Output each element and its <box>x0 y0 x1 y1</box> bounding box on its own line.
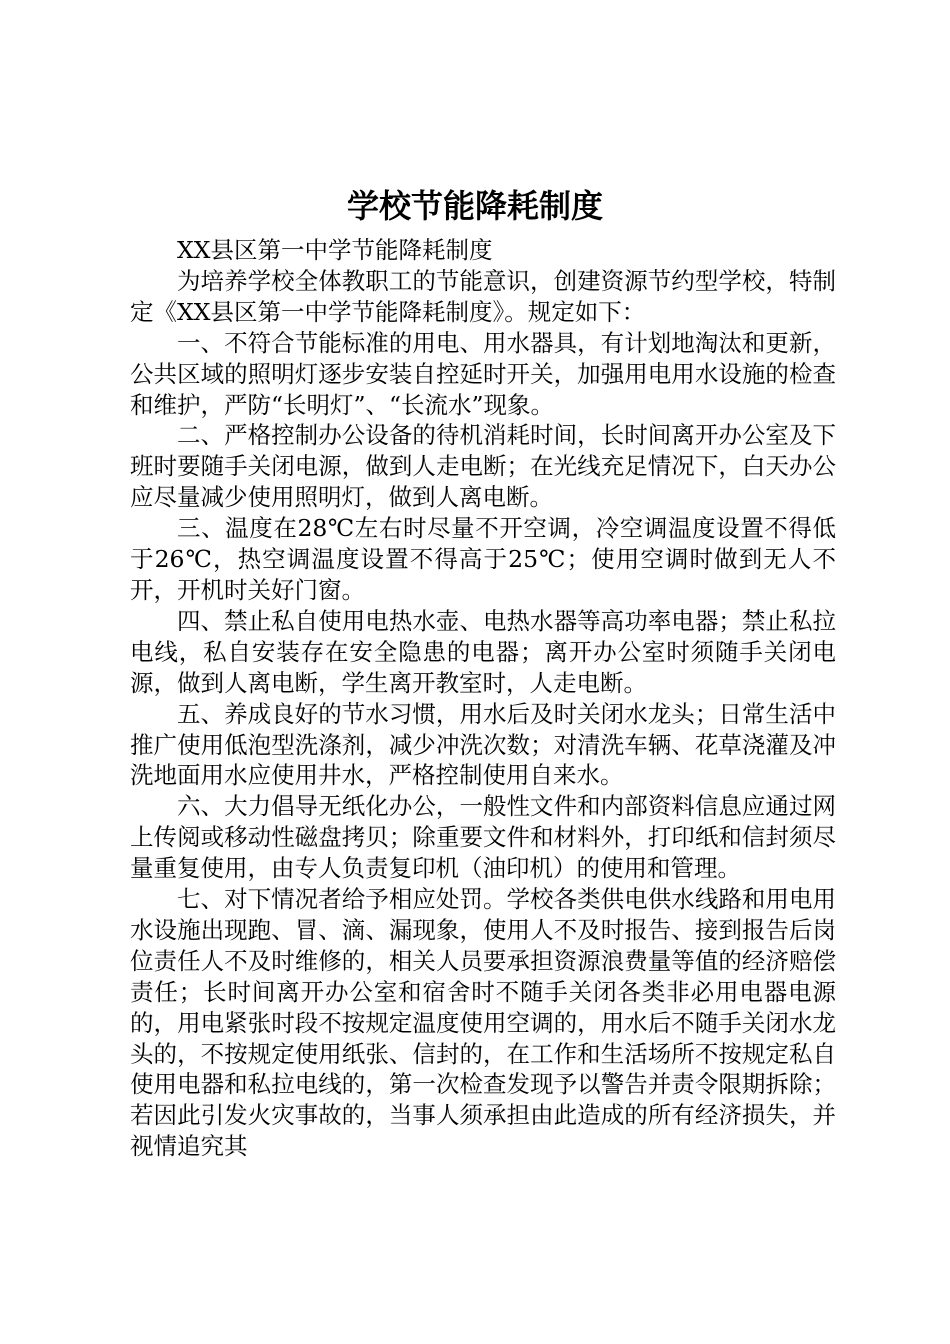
paragraph-rule-5: 五、养成良好的节水习惯，用水后及时关闭水龙头；日常生活中推广使用低泡型洗涤剂，减少冲洗次数；对清洗车辆、花草浇灌及冲洗地面用水应使用井水，严格控制使用自来水。 <box>130 699 836 790</box>
paragraph-subtitle: XX县区第一中学节能降耗制度 <box>177 236 493 264</box>
document-body <box>130 235 836 1162</box>
paragraph-intro: 为培养学校全体教职工的节能意识，创建资源节约型学校，特制定《XX县区第一中学节能降耗制度》。规定如下： <box>130 266 836 326</box>
paragraph-rule-4: 四、禁止私自使用电热水壶、电热水器等高功率电器；禁止私拉电线，私自安装存在安全隐患的电器；离开办公室时须随手关闭电源，做到人离电断，学生离开教室时，人走电断。 <box>130 606 836 697</box>
document-title: 学校节能降耗制度 <box>346 187 603 225</box>
paragraph-rule-3: 三、温度在28℃左右时尽量不开空调，冷空调温度设置不得低于26℃，热空调温度设置不得高于25℃；使用空调时做到无人不开，开机时关好门窗。 <box>130 514 836 604</box>
paragraph-rule-2: 二、严格控制办公设备的待机消耗时间，长时间离开办公室及下班时要随手关闭电源，做到人走电断；在光线充足情况下，白天办公应尽量减少使用照明灯，做到人离电断。 <box>130 421 836 512</box>
paragraph-rule-7: 七、对下情况者给予相应处罚。学校各类供电供水线路和用电用水设施出现跑、冒、滴、漏现象，使用人不及时报告、接到报告后岗位责任人不及时维修的，相关人员要承担资源浪费量等值的经济赔偿责任；长时间离开办公室和宿舍时不随手关闭各类非必用电器电源的，用电紧张时段不按规定温度使用空调的，用水后不随手关闭水龙头的，不按规定使用纸张、信封的，在工作和生活场所不按规定私自使用电器和私拉电线的，第一次检查发现予以警告并责令限期拆除；若因此引发火灾事故的，当事人须承担由此造成的所有经济损失，并视情追究其 <box>130 885 836 1161</box>
paragraph-rule-1: 一、不符合节能标准的用电、用水器具，有计划地淘汰和更新，公共区域的照明灯逐步安装自控延时开关，加强用电用水设施的检查和维护，严防“长明灯”、“长流水”现象。 <box>130 328 836 419</box>
paragraph-rule-6: 六、大力倡导无纸化办公，一般性文件和内部资料信息应通过网上传阅或移动性磁盘拷贝；除重要文件和材料外，打印纸和信封须尽量重复使用，由专人负责复印机（油印机）的使用和管理。 <box>130 792 836 883</box>
